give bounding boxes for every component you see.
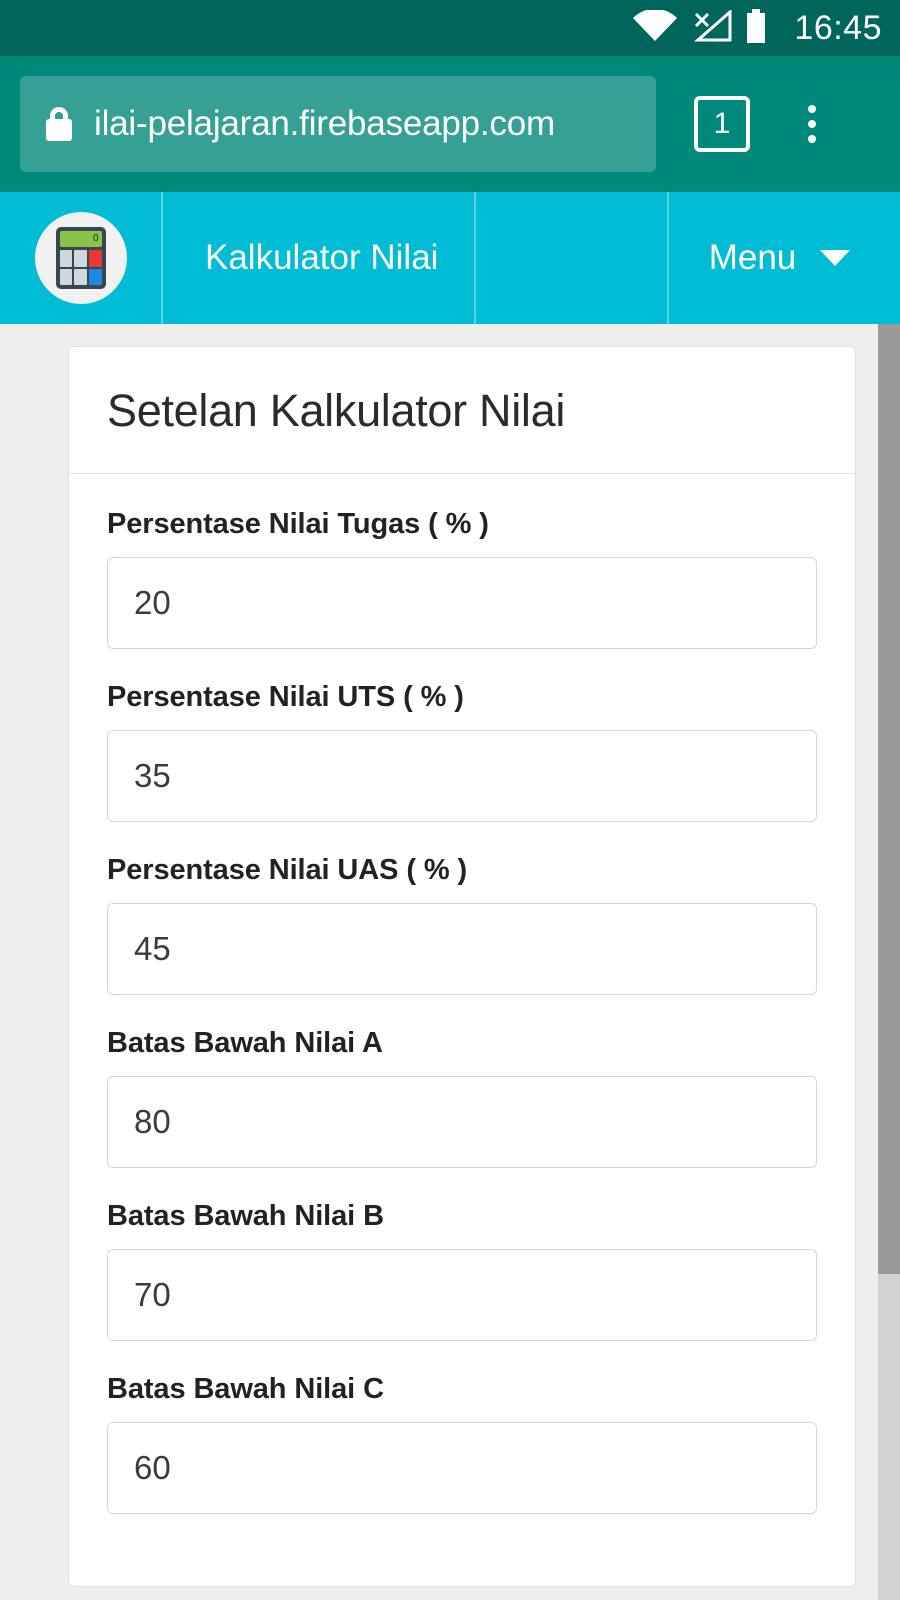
input-batas-bawah-b[interactable]: [107, 1249, 817, 1341]
kebab-dot-2: [808, 120, 816, 128]
label-persentase-uts: Persentase Nilai UTS ( % ): [107, 681, 464, 713]
field-batas-bawah-b: [107, 1200, 817, 1341]
calculator-logo-screen: 0: [60, 231, 102, 247]
label-persentase-uas: Persentase Nilai UAS ( % ): [107, 854, 468, 886]
page-content: [0, 324, 900, 1600]
input-persentase-tugas[interactable]: [107, 557, 817, 649]
label-batas-bawah-a: Batas Bawah Nilai A: [107, 1027, 383, 1059]
calculator-logo-icon: [35, 212, 127, 304]
card-header: [69, 347, 855, 474]
input-persentase-uas[interactable]: [107, 903, 817, 995]
kebab-dot-1: [808, 105, 816, 113]
app-navbar: [0, 192, 900, 324]
wifi-icon: [633, 10, 677, 47]
page-scrollbar-track[interactable]: [878, 324, 900, 1600]
settings-card: [68, 346, 856, 1587]
url-bar[interactable]: [20, 76, 656, 172]
field-batas-bawah-a: [107, 1027, 817, 1168]
label-persentase-tugas: Persentase Nilai Tugas ( % ): [107, 508, 489, 540]
status-icons: [633, 9, 882, 48]
app-title[interactable]: [163, 192, 476, 324]
input-batas-bawah-c[interactable]: [107, 1422, 817, 1514]
chevron-down-icon: [820, 250, 850, 266]
page-scrollbar-thumb[interactable]: [878, 324, 900, 1274]
tab-switcher-button[interactable]: [694, 96, 750, 152]
page-title: Setelan Kalkulator Nilai: [107, 385, 566, 436]
battery-icon: [745, 9, 767, 48]
url-text: ilai-pelajaran.firebaseapp.com: [94, 104, 555, 143]
android-status-bar: [0, 0, 900, 56]
app-title-label: Kalkulator Nilai: [205, 238, 439, 277]
tab-count-label: 1: [713, 107, 731, 140]
signal-off-icon: [690, 10, 732, 47]
lock-icon: [46, 113, 72, 135]
navbar-spacer: [476, 192, 669, 324]
field-persentase-tugas: [107, 508, 817, 649]
nav-menu-button[interactable]: [669, 192, 900, 324]
nav-menu-label: Menu: [708, 238, 797, 277]
kebab-dot-3: [808, 135, 816, 143]
label-batas-bawah-b: Batas Bawah Nilai B: [107, 1200, 384, 1232]
browser-menu-button[interactable]: [782, 105, 842, 143]
settings-form: [69, 474, 855, 1586]
input-batas-bawah-a[interactable]: [107, 1076, 817, 1168]
input-persentase-uts[interactable]: [107, 730, 817, 822]
field-persentase-uas: [107, 854, 817, 995]
status-clock: 16:45: [794, 8, 882, 47]
field-persentase-uts: [107, 681, 817, 822]
label-batas-bawah-c: Batas Bawah Nilai C: [107, 1373, 384, 1405]
browser-toolbar: [0, 56, 900, 192]
app-logo[interactable]: [0, 192, 163, 324]
field-batas-bawah-c: [107, 1373, 817, 1514]
